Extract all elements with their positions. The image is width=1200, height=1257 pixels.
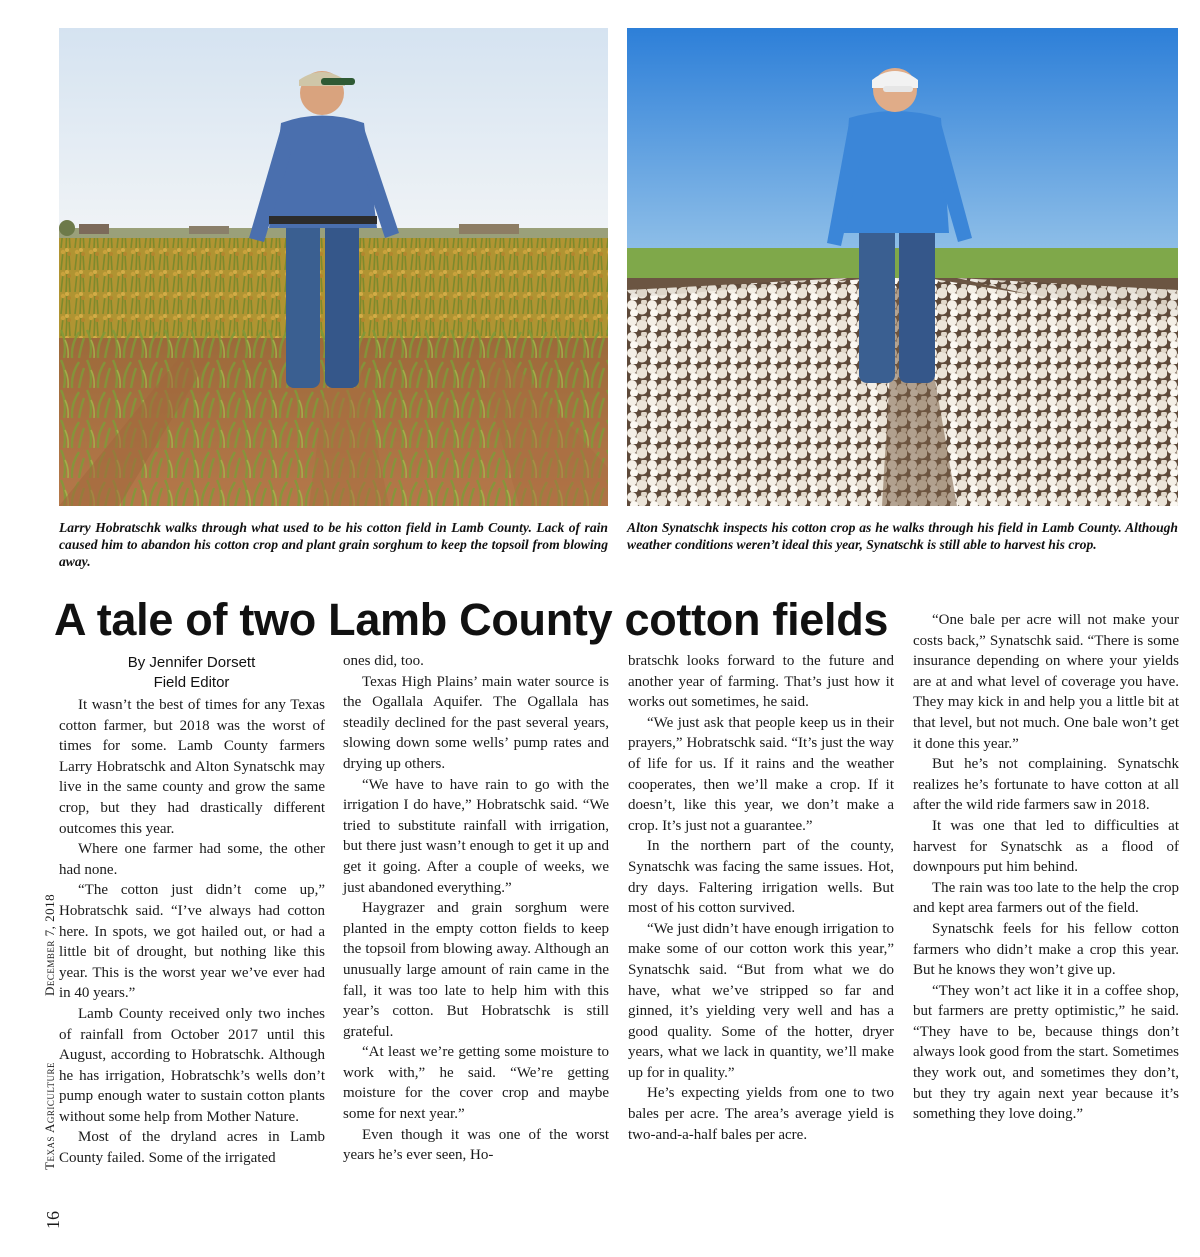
- folio-publication: Texas Agriculture: [42, 1061, 57, 1170]
- paragraph: Where one farmer had some, the other had none.: [59, 841, 325, 878]
- paragraph: “We just didn’t have enough irrigation to make some of our cotton work this year,” Synatschk said. “But from what we do have, what we’ve stripped so far and ginned, it’s yielding very well and has a good quality. Some of the hotter, dryer years, what we lack in quantity, we’ll make up for in quality.”: [628, 920, 894, 1081]
- paragraph: “We have to have rain to go with the irrigation I do have,” Hobratschk said. “We tried to substitute rainfall with irrigation, but there just wasn’t enough to get it up and get it going. After a couple of weeks, we just abandoned everything.”: [343, 776, 609, 896]
- article-column-4: [913, 610, 1179, 1125]
- paragraph: “At least we’re getting some moisture to work with,” he said. “We’re getting moisture for the cover crop and maybe some for next year.”: [343, 1044, 609, 1123]
- paragraph: Haygrazer and grain sorghum were planted in the empty cotton fields to keep the topsoil from blowing away. Although an unusually large amount of rain came in the fall, it was too late to help him with this year’s cotton. But Hobratschk is still grateful.: [343, 900, 609, 1040]
- paragraph: Synatschk feels for his fellow cotton farmers who didn’t make a crop this year. But he knows they won’t give up.: [913, 920, 1179, 979]
- paragraph: “One bale per acre will not make your costs back,” Synatschk said. “There is some insurance depending on where your yields are at and what level of coverage you have. They may kick in and help you a little bit at that level, but not much. One bale won’t get it done this year.”: [913, 612, 1179, 752]
- paragraph: “The cotton just didn’t come up,” Hobratschk said. “I’ve always had cotton here. In spots, we got hailed out, or had a little bit of drought, but nothing like this year. This is the worst year we’ve ever had in 40 years.”: [59, 882, 325, 1002]
- paragraph: Texas High Plains’ main water source is the Ogallala Aquifer. The Ogallala has steadily declined for the past several years, slowing down some wells’ pump rates and drying up others.: [343, 673, 609, 772]
- page-number: 16: [43, 1211, 63, 1229]
- photo-cotton-field: [627, 28, 1178, 506]
- sorghum-field-image: [59, 28, 608, 506]
- photo-caption-left: Larry Hobratschk walks through what used to be his cotton field in Lamb County. Lack of rain caused him to abandon his cotton crop and plant grain sorghum to keep the topsoil from blowing away.: [59, 520, 608, 569]
- paragraph: But he’s not complaining. Synatschk realizes he’s fortunate to have cotton at all after the wild ride farmers saw in 2018.: [913, 756, 1179, 814]
- photo-caption-right: Alton Synatschk inspects his cotton crop as he walks through his field in Lamb County. Although weather conditions weren’t ideal this year, Synatschk is still able to harvest his crop.: [627, 520, 1178, 552]
- folio-date: December 7, 2018: [42, 893, 57, 996]
- photo-sorghum-field: [59, 28, 608, 506]
- byline-title: Field Editor: [153, 674, 230, 691]
- cotton-field-image: [627, 28, 1178, 506]
- paragraph: bratschk looks forward to the future and another year of farming. That’s just how it works out sometimes, he said.: [628, 653, 894, 711]
- paragraph: Most of the dryland acres in Lamb County failed. Some of the irrigated: [59, 1129, 325, 1167]
- article-headline: A tale of two Lamb County cotton fields: [54, 594, 889, 645]
- paragraph: “They won’t act like it in a coffee shop, but farmers are pretty optimistic,” he said. “They have to be, because things don’t always look good from the start. Sometimes they work out, and sometimes they don’t, but they try again next year because it’s something they love doing.”: [913, 982, 1179, 1123]
- paragraph: Even though it was one of the worst years he’s ever seen, Ho-: [343, 1126, 609, 1164]
- article-column-1: [59, 695, 325, 1169]
- paragraph: Lamb County received only two inches of rainfall from October 2017 until this August, according to Hobratschk. Although he has irrigation, Hobratschk’s wells don’t pump enough water to sustain cotton plants without some help from Mother Nature.: [59, 1005, 325, 1125]
- article-column-3: [628, 651, 894, 1145]
- paragraph: “We just ask that people keep us in their prayers,” Hobratschk said. “It’s just the way of life for us. If it rains and the weather cooperates, then we’ll make a crop. If it doesn’t, like this year, we don’t make a crop. It’s just not a guarantee.”: [628, 714, 894, 834]
- paragraph: In the northern part of the county, Synatschk was facing the same issues. Hot, dry days. Faltering irrigation wells. But most of his cotton survived.: [628, 838, 894, 917]
- paragraph: ones did, too.: [343, 653, 424, 669]
- paragraph: It was one that led to difficulties at harvest for Synatschk as a flood of downpours put him behind.: [913, 817, 1179, 876]
- article-column-2: [343, 651, 609, 1166]
- paragraph: The rain was too late to the help the crop and kept area farmers out of the field.: [913, 879, 1179, 917]
- paragraph: It wasn’t the best of times for any Texas cotton farmer, but 2018 was the worst of times for some. Lamb County farmers Larry Hobratschk and Alton Synatschk may live in the same county and grow the same crop, but they had drastically different outcomes this year.: [59, 697, 325, 837]
- paragraph: He’s expecting yields from one to two bales per acre. The area’s average yield is two-and-a-half bales per acre.: [628, 1085, 894, 1143]
- byline-author: By Jennifer Dorsett: [127, 654, 256, 671]
